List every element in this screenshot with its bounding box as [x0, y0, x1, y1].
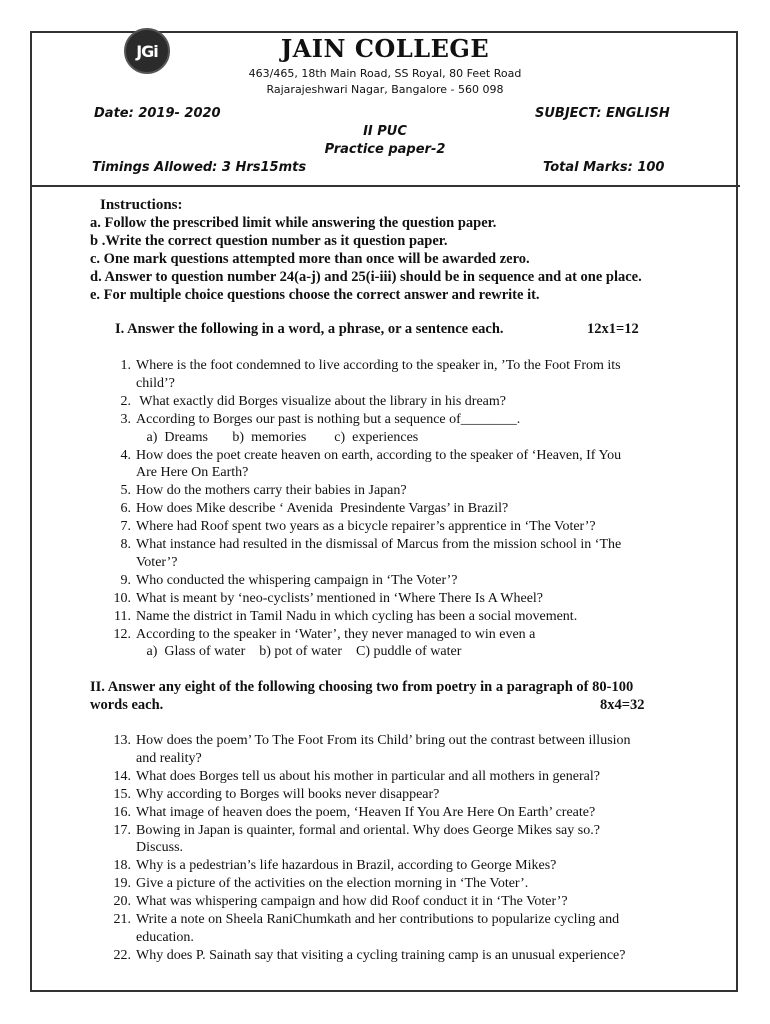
instruction-item: a. Follow the prescribed limit while answering the question paper.: [90, 215, 497, 231]
question-number: 20.: [113, 894, 131, 910]
instruction-item: e. For multiple choice questions choose the correct answer and rewrite it.: [90, 287, 540, 303]
question-number: 5.: [120, 483, 131, 499]
question-text: What exactly did Borges visualize about the library in his dream?: [136, 393, 506, 409]
question-text: Bowing in Japan is quainter, formal and oriental. Why does George Mikes say so.?: [136, 822, 600, 838]
question-text: What is meant by ‘neo-cyclists’ mentioned in ‘Where There Is A Wheel?: [136, 590, 544, 606]
question-text: Where had Roof spent two years as a bicycle repairer’s apprentice in ‘The Voter’?: [136, 519, 596, 535]
question-number: 12.: [113, 626, 131, 642]
question-text: How does Mike describe ‘ Avenida Presindente Vargas’ in Brazil?: [136, 501, 509, 517]
question-text-cont: and reality?: [136, 750, 202, 766]
question-text: Where is the foot condemned to live according to the speaker in, ’To the Foot From its: [136, 358, 621, 373]
question-number: 11.: [114, 608, 131, 624]
question-text-cont: child’?: [136, 375, 175, 391]
exam-class: II PUC: [363, 124, 407, 139]
question-number: 3.: [120, 411, 131, 427]
question-number: 6.: [120, 501, 131, 517]
address-line-1: 463/465, 18th Main Road, SS Royal, 80 Feet Road: [248, 67, 522, 80]
question-text: What instance had resulted in the dismissal of Marcus from the mission school in ‘The: [136, 537, 622, 552]
question-text: Who conducted the whispering campaign in ‘The Voter’?: [136, 572, 458, 588]
question-text-cont: Discuss.: [136, 840, 184, 856]
question-number: 2.: [120, 393, 131, 409]
question-text: Why is a pedestrian’s life hazardous in Brazil, according to George Mikes?: [136, 858, 557, 874]
question-text: Why according to Borges will books never disappear?: [136, 786, 440, 802]
question-text-cont: Are Here On Earth?: [136, 465, 249, 481]
question-text: How does the poet create heaven on earth, according to the speaker of ‘Heaven, If You: [136, 447, 622, 463]
question-number: 15.: [113, 786, 131, 802]
section-2-heading-cont: words each.: [90, 697, 164, 713]
question-text: Name the district in Tamil Nadu in which cycling has been a social movement.: [136, 608, 578, 624]
total-marks: Total Marks: 100: [543, 160, 665, 175]
question-text: What was whispering campaign and how did Roof conduct it in ‘The Voter’?: [136, 894, 568, 910]
question-number: 10.: [113, 590, 131, 606]
instructions-title: Instructions:: [100, 197, 183, 213]
question-text-cont: Voter’?: [136, 554, 178, 570]
question-text-cont: a) Glass of water b) pot of water C) puddle of water: [136, 644, 462, 660]
section-1-marks: 12x1=12: [587, 321, 639, 337]
question-number: 4.: [120, 447, 131, 463]
question-text: According to the speaker in ‘Water’, they never managed to win even a: [136, 626, 536, 642]
question-text-cont: a) Dreams b) memories c) experiences: [136, 429, 419, 445]
college-name: JAIN COLLEGE: [280, 34, 490, 63]
paper-name: Practice paper-2: [324, 142, 446, 157]
question-text: What image of heaven does the poem, ‘Heaven If You Are Here On Earth’ create?: [136, 804, 596, 820]
question-number: 16.: [113, 804, 131, 820]
exam-date: Date: 2019- 2020: [94, 106, 221, 121]
instruction-item: b .Write the correct question number as it question paper.: [90, 233, 448, 249]
question-text: Give a picture of the activities on the election morning in ‘The Voter’.: [136, 876, 529, 892]
question-number: 13.: [113, 733, 131, 748]
timings: Timings Allowed: 3 Hrs15mts: [92, 160, 307, 175]
question-number: 18.: [113, 858, 131, 874]
question-number: 17.: [113, 822, 131, 838]
question-text: How does the poem’ To The Foot From its Child’ bring out the contrast between illusion: [136, 733, 631, 748]
instruction-item: d. Answer to question number 24(a-j) and 25(i-iii) should be in sequence and at one place.: [90, 269, 642, 285]
question-number: 14.: [113, 768, 131, 784]
question-number: 1.: [120, 358, 131, 373]
logo-text: JGi: [136, 41, 158, 61]
question-text: How do the mothers carry their babies in Japan?: [136, 483, 407, 499]
question-number: 8.: [120, 537, 131, 552]
exam-subject: SUBJECT: ENGLISH: [535, 106, 670, 121]
question-text: According to Borges our past is nothing but a sequence of________.: [136, 411, 521, 427]
question-text: Write a note on Sheela RaniChumkath and her contributions to popularize cycling and: [136, 912, 620, 927]
section-1-heading: I. Answer the following in a word, a phrase, or a sentence each.: [115, 321, 504, 337]
question-number: 21.: [113, 912, 131, 927]
question-text-cont: education.: [136, 929, 194, 945]
instruction-item: c. One mark questions attempted more than once will be awarded zero.: [90, 251, 530, 267]
question-text: What does Borges tell us about his mother in particular and all mothers in general?: [136, 768, 600, 784]
question-number: 9.: [120, 572, 131, 588]
header-divider: [30, 185, 740, 187]
section-2-heading: II. Answer any eight of the following choosing two from poetry in a paragraph of 80-100: [90, 679, 634, 695]
question-number: 7.: [120, 519, 131, 535]
question-number: 19.: [113, 876, 131, 892]
question-text: Why does P. Sainath say that visiting a cycling training camp is an unusual experience?: [136, 947, 626, 963]
address-line-2: Rajarajeshwari Nagar, Bangalore - 560 098: [266, 83, 504, 96]
question-number: 22.: [113, 947, 131, 963]
section-2-marks: 8x4=32: [600, 697, 645, 713]
